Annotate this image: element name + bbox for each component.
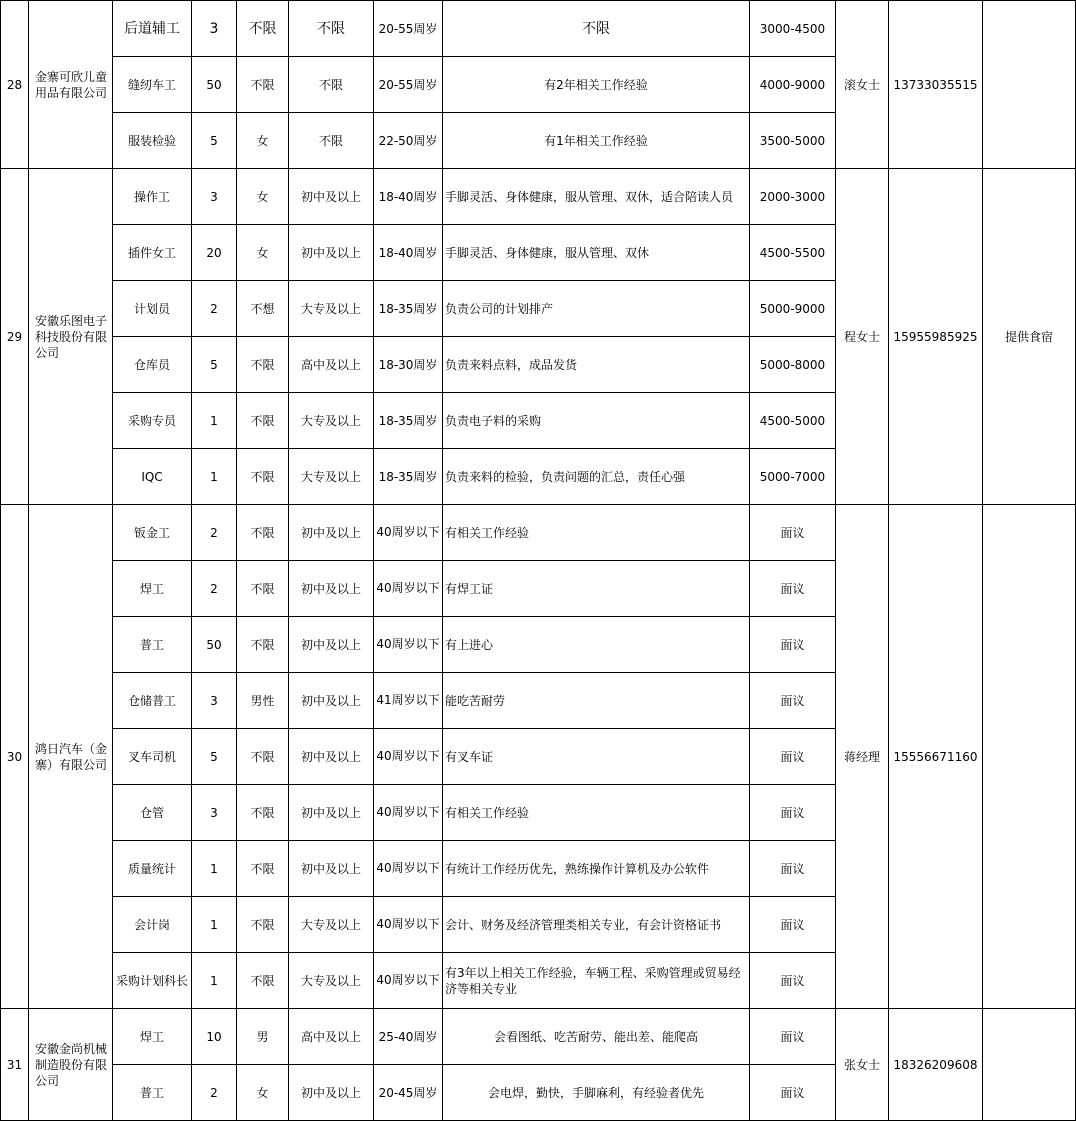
- job-salary: 5000-7000: [750, 449, 836, 505]
- job-age: 25-40周岁: [374, 1009, 443, 1065]
- job-gender: 女: [237, 225, 289, 281]
- job-requirement: 有1年相关工作经验: [443, 113, 750, 169]
- job-salary: 面议: [750, 841, 836, 897]
- job-salary: 4500-5500: [750, 225, 836, 281]
- job-count: 2: [192, 505, 237, 561]
- job-title: 服装检验: [113, 113, 192, 169]
- job-title: 普工: [113, 617, 192, 673]
- table-row: [1, 169, 1076, 225]
- job-requirement: 会看图纸、吃苦耐劳、能出差、能爬高: [443, 1009, 750, 1065]
- job-count: 50: [192, 57, 237, 113]
- job-salary: 面议: [750, 505, 836, 561]
- job-requirement: 手脚灵活、身体健康，服从管理、双休，适合陪读人员: [443, 169, 750, 225]
- job-count: 3: [192, 169, 237, 225]
- job-age: 18-40周岁: [374, 225, 443, 281]
- job-count: 3: [192, 1, 237, 57]
- job-salary: 3000-4500: [750, 1, 836, 57]
- job-salary: 4500-5000: [750, 393, 836, 449]
- job-requirement: 有相关工作经验: [443, 785, 750, 841]
- job-gender: 女: [237, 169, 289, 225]
- job-gender: 不限: [237, 897, 289, 953]
- job-age: 40周岁以下: [374, 729, 443, 785]
- job-age: 41周岁以下: [374, 673, 443, 729]
- job-count: 10: [192, 1009, 237, 1065]
- job-requirement: 负责电子料的采购: [443, 393, 750, 449]
- job-salary: 面议: [750, 1009, 836, 1065]
- job-requirement: 手脚灵活、身体健康，服从管理、双休: [443, 225, 750, 281]
- job-education: 不限: [289, 1, 374, 57]
- job-salary: 4000-9000: [750, 57, 836, 113]
- job-education: 初中及以上: [289, 169, 374, 225]
- job-gender: 不限: [237, 505, 289, 561]
- job-age: 40周岁以下: [374, 617, 443, 673]
- job-age: 18-35周岁: [374, 281, 443, 337]
- job-gender: 男性: [237, 673, 289, 729]
- job-requirement: 有上进心: [443, 617, 750, 673]
- job-gender: 不想: [237, 281, 289, 337]
- job-title: 仓储普工: [113, 673, 192, 729]
- job-gender: 女: [237, 113, 289, 169]
- job-age: 18-30周岁: [374, 337, 443, 393]
- job-education: 高中及以上: [289, 1009, 374, 1065]
- job-title: 后道辅工: [113, 1, 192, 57]
- job-count: 5: [192, 729, 237, 785]
- job-title: 普工: [113, 1065, 192, 1121]
- job-title: 焊工: [113, 1009, 192, 1065]
- job-education: 大专及以上: [289, 953, 374, 1009]
- job-gender: 不限: [237, 57, 289, 113]
- job-education: 高中及以上: [289, 337, 374, 393]
- job-age: 20-45周岁: [374, 1065, 443, 1121]
- contact-person: 程女士: [836, 169, 889, 505]
- job-title: 采购专员: [113, 393, 192, 449]
- job-count: 1: [192, 841, 237, 897]
- job-gender: 不限: [237, 337, 289, 393]
- job-education: 大专及以上: [289, 897, 374, 953]
- company-name: 安徽金尚机械制造股份有限公司: [29, 1009, 113, 1121]
- job-education: 大专及以上: [289, 281, 374, 337]
- job-requirement: 能吃苦耐劳: [443, 673, 750, 729]
- job-title: 仓管: [113, 785, 192, 841]
- job-age: 40周岁以下: [374, 785, 443, 841]
- job-count: 2: [192, 561, 237, 617]
- job-count: 1: [192, 393, 237, 449]
- job-requirement: 负责来料的检验，负责问题的汇总，责任心强: [443, 449, 750, 505]
- job-age: 18-35周岁: [374, 449, 443, 505]
- job-age: 40周岁以下: [374, 953, 443, 1009]
- job-salary: 面议: [750, 729, 836, 785]
- job-title: 钣金工: [113, 505, 192, 561]
- job-requirement: 不限: [443, 1, 750, 57]
- job-gender: 不限: [237, 393, 289, 449]
- job-title: 计划员: [113, 281, 192, 337]
- job-education: 不限: [289, 57, 374, 113]
- benefits: 提供食宿: [983, 169, 1076, 505]
- job-age: 22-50周岁: [374, 113, 443, 169]
- job-education: 大专及以上: [289, 393, 374, 449]
- job-education: 初中及以上: [289, 729, 374, 785]
- contact-phone: 15556671160: [889, 505, 983, 1009]
- benefits: [983, 505, 1076, 1009]
- contact-phone: 13733035515: [889, 1, 983, 169]
- job-count: 5: [192, 337, 237, 393]
- job-gender: 不限: [237, 1, 289, 57]
- job-title: 会计岗: [113, 897, 192, 953]
- job-age: 18-40周岁: [374, 169, 443, 225]
- job-salary: 面议: [750, 1065, 836, 1121]
- job-requirement: 有叉车证: [443, 729, 750, 785]
- job-gender: 不限: [237, 953, 289, 1009]
- job-count: 20: [192, 225, 237, 281]
- job-salary: 5000-8000: [750, 337, 836, 393]
- job-requirement: 有3年以上相关工作经验，车辆工程、采购管理或贸易经济等相关专业: [443, 953, 750, 1009]
- job-requirement: 有焊工证: [443, 561, 750, 617]
- job-gender: 男: [237, 1009, 289, 1065]
- contact-person: 滚女士: [836, 1, 889, 169]
- job-requirement: 负责来料点料，成品发货: [443, 337, 750, 393]
- job-education: 初中及以上: [289, 1065, 374, 1121]
- job-salary: 2000-3000: [750, 169, 836, 225]
- job-salary: 3500-5000: [750, 113, 836, 169]
- job-education: 初中及以上: [289, 225, 374, 281]
- table-row: [1, 1009, 1076, 1065]
- job-count: 1: [192, 897, 237, 953]
- job-count: 1: [192, 953, 237, 1009]
- company-number: 28: [1, 1, 29, 169]
- job-age: 20-55周岁: [374, 1, 443, 57]
- company-number: 30: [1, 505, 29, 1009]
- company-number: 29: [1, 169, 29, 505]
- contact-phone: 18326209608: [889, 1009, 983, 1121]
- job-education: 初中及以上: [289, 561, 374, 617]
- job-count: 3: [192, 785, 237, 841]
- job-age: 40周岁以下: [374, 505, 443, 561]
- job-salary: 面议: [750, 897, 836, 953]
- job-age: 40周岁以下: [374, 841, 443, 897]
- job-education: 初中及以上: [289, 617, 374, 673]
- job-salary: 面议: [750, 673, 836, 729]
- job-age: 40周岁以下: [374, 897, 443, 953]
- job-salary: 面议: [750, 785, 836, 841]
- job-count: 2: [192, 281, 237, 337]
- job-salary: 面议: [750, 617, 836, 673]
- company-name: 鸿日汽车（金寨）有限公司: [29, 505, 113, 1009]
- job-gender: 不限: [237, 785, 289, 841]
- job-salary: 面议: [750, 561, 836, 617]
- job-requirement: 会电焊，勤快，手脚麻利，有经验者优先: [443, 1065, 750, 1121]
- job-requirement: 有相关工作经验: [443, 505, 750, 561]
- job-count: 2: [192, 1065, 237, 1121]
- job-education: 初中及以上: [289, 841, 374, 897]
- job-age: 20-55周岁: [374, 57, 443, 113]
- job-salary: 面议: [750, 953, 836, 1009]
- job-title: 叉车司机: [113, 729, 192, 785]
- job-requirement: 负责公司的计划排产: [443, 281, 750, 337]
- job-gender: 不限: [237, 449, 289, 505]
- job-title: 采购计划科长: [113, 953, 192, 1009]
- job-requirement: 有2年相关工作经验: [443, 57, 750, 113]
- job-education: 初中及以上: [289, 673, 374, 729]
- job-requirement: 有统计工作经历优先，熟练操作计算机及办公软件: [443, 841, 750, 897]
- benefits: [983, 1, 1076, 169]
- job-title: 操作工: [113, 169, 192, 225]
- job-education: 大专及以上: [289, 449, 374, 505]
- job-count: 1: [192, 449, 237, 505]
- company-number: 31: [1, 1009, 29, 1121]
- job-education: 初中及以上: [289, 505, 374, 561]
- contact-person: 蒋经理: [836, 505, 889, 1009]
- job-gender: 不限: [237, 561, 289, 617]
- job-gender: 不限: [237, 841, 289, 897]
- job-count: 3: [192, 673, 237, 729]
- job-gender: 不限: [237, 729, 289, 785]
- job-title: 插件女工: [113, 225, 192, 281]
- job-title: 缝纫车工: [113, 57, 192, 113]
- job-count: 50: [192, 617, 237, 673]
- job-title: IQC: [113, 449, 192, 505]
- job-title: 仓库员: [113, 337, 192, 393]
- job-title: 质量统计: [113, 841, 192, 897]
- table-row: [1, 1, 1076, 57]
- job-gender: 不限: [237, 617, 289, 673]
- job-education: 初中及以上: [289, 785, 374, 841]
- job-count: 5: [192, 113, 237, 169]
- contact-person: 张女士: [836, 1009, 889, 1121]
- job-age: 40周岁以下: [374, 561, 443, 617]
- contact-phone: 15955985925: [889, 169, 983, 505]
- job-title: 焊工: [113, 561, 192, 617]
- job-age: 18-35周岁: [374, 393, 443, 449]
- benefits: [983, 1009, 1076, 1121]
- job-education: 不限: [289, 113, 374, 169]
- company-name: 安徽乐图电子科技股份有限公司: [29, 169, 113, 505]
- job-requirement: 会计、财务及经济管理类相关专业，有会计资格证书: [443, 897, 750, 953]
- company-name: 金寨可欣儿童用品有限公司: [29, 1, 113, 169]
- job-salary: 5000-9000: [750, 281, 836, 337]
- table-row: [1, 505, 1076, 561]
- job-gender: 女: [237, 1065, 289, 1121]
